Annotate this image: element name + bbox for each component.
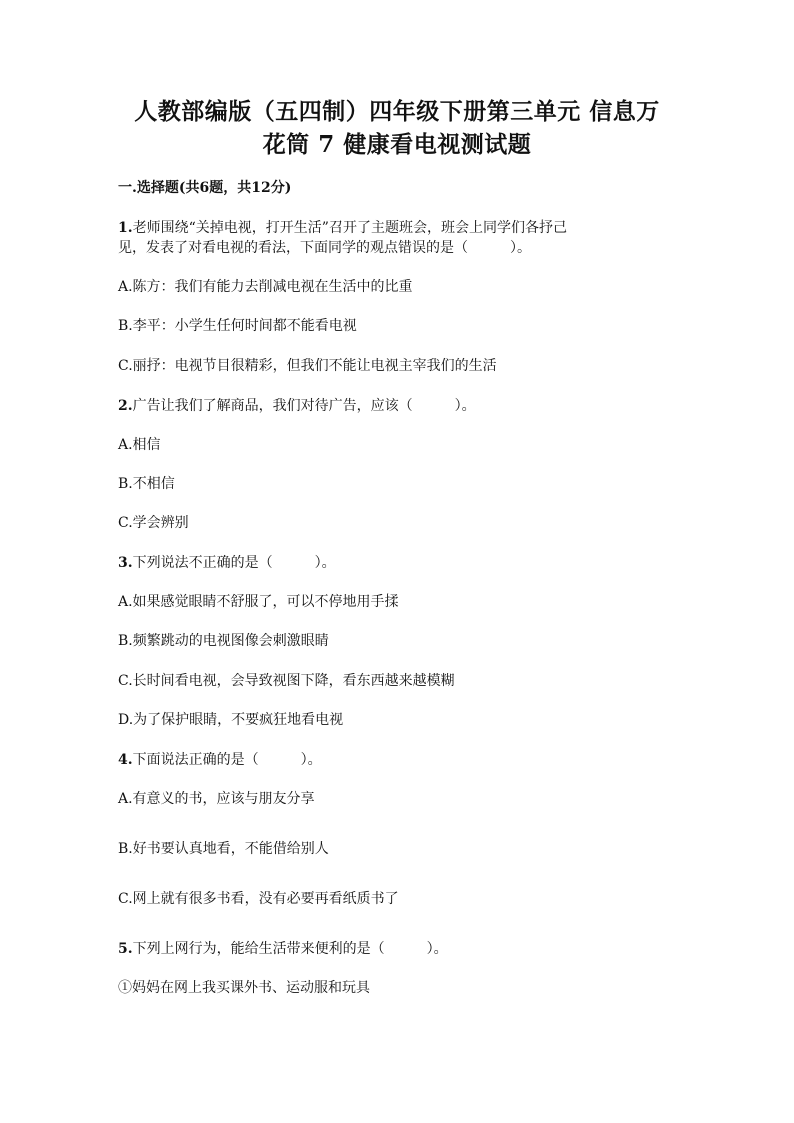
- question-text: 见，发表了对看电视的看法，下面同学的观点错误的是（ ）。: [118, 240, 531, 256]
- option-1c[interactable]: C.丽抒：电视节目很精彩，但我们不能让电视主宰我们的生活: [118, 358, 497, 374]
- question-number: 2.: [118, 398, 133, 414]
- question-4: [118, 750, 678, 770]
- option-1a[interactable]: A.陈方：我们有能力去削减电视在生活中的比重: [118, 279, 413, 295]
- option-3c[interactable]: C.长时间看电视，会导致视图下降，看东西越来越模糊: [118, 673, 455, 689]
- question-1: [118, 218, 678, 258]
- question-number: 3.: [118, 555, 133, 571]
- question-3: [118, 553, 678, 573]
- question-number: 1.: [118, 220, 133, 236]
- option-2a[interactable]: A.相信: [118, 437, 161, 453]
- question-text: 下列说法不正确的是（ ）。: [132, 555, 336, 571]
- option-3d[interactable]: D.为了保护眼睛，不要疯狂地看电视: [118, 712, 344, 728]
- question-number: 5.: [118, 941, 133, 957]
- option-4b[interactable]: B.好书要认真地看，不能借给别人: [118, 841, 329, 857]
- option-1b[interactable]: B.李平：小学生任何时间都不能看电视: [118, 318, 357, 334]
- section-heading: 一.选择题(共6题，共12分): [118, 180, 292, 196]
- option-2b[interactable]: B.不相信: [118, 476, 175, 492]
- page-title-line-1: 人教部编版（五四制）四年级下册第三单元 信息万: [134, 98, 660, 125]
- question-text: 老师围绕“关掉电视，打开生活”召开了主题班会，班会上同学们各抒己: [132, 220, 567, 236]
- question-2: [118, 396, 678, 416]
- option-2c[interactable]: C.学会辨别: [118, 515, 189, 531]
- question-text: 下列上网行为，能给生活带来便利的是（ ）。: [132, 941, 448, 957]
- page-title-line-2: 花筒 7 健康看电视测试题: [262, 131, 532, 158]
- question-text: 广告让我们了解商品，我们对待广告，应该（ ）。: [132, 398, 476, 414]
- option-5-1[interactable]: ①妈妈在网上我买课外书、运动服和玩具: [118, 980, 370, 996]
- option-4c[interactable]: C.网上就有很多书看，没有必要再看纸质书了: [118, 891, 399, 907]
- question-text: 下面说法正确的是（ ）。: [132, 752, 322, 768]
- option-4a[interactable]: A.有意义的书，应该与朋友分享: [118, 791, 315, 807]
- question-number: 4.: [118, 752, 133, 768]
- option-3a[interactable]: A.如果感觉眼睛不舒服了，可以不停地用手揉: [118, 594, 399, 610]
- question-5: [118, 939, 678, 959]
- option-3b[interactable]: B.频繁跳动的电视图像会刺激眼睛: [118, 633, 329, 649]
